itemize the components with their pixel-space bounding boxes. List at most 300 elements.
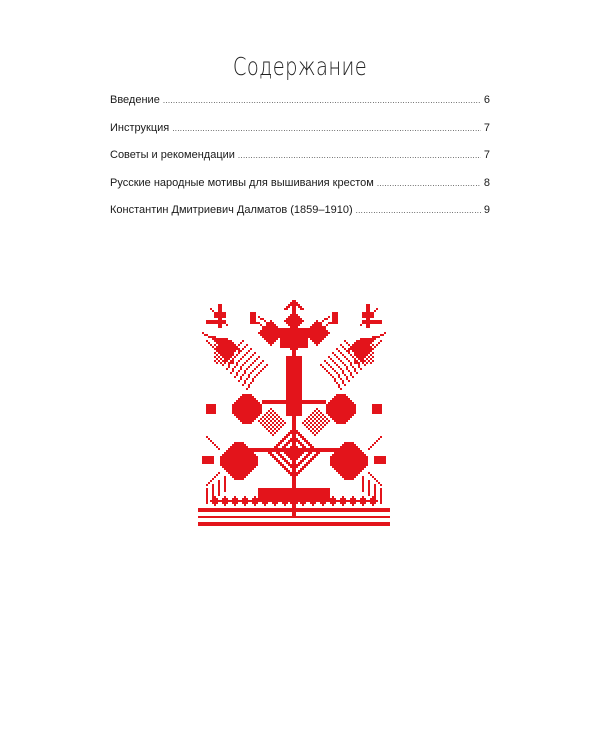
stitch-pixel [312, 456, 314, 458]
stitch-pixel [320, 448, 322, 450]
stitch-pixel [294, 396, 296, 398]
stitch-pixel [236, 476, 238, 478]
stitch-pixel [362, 452, 364, 454]
stitch-pixel [314, 402, 316, 404]
stitch-pixel [292, 490, 294, 492]
stitch-pixel [218, 500, 220, 502]
toc-entry-instructions[interactable] [110, 122, 490, 140]
stitch-pixel [362, 498, 364, 500]
stitch-pixel [374, 310, 376, 312]
stitch-pixel [294, 434, 296, 436]
stitch-pixel [244, 416, 246, 418]
stitch-pixel [370, 524, 372, 526]
stitch-pixel [202, 456, 204, 458]
stitch-pixel [318, 326, 320, 328]
stitch-pixel [294, 376, 296, 378]
stitch-pixel [304, 446, 306, 448]
stitch-pixel [242, 404, 244, 406]
stitch-pixel [254, 406, 256, 408]
stitch-pixel [266, 340, 268, 342]
stitch-pixel [232, 370, 234, 372]
stitch-pixel [232, 500, 234, 502]
stitch-pixel [294, 450, 296, 452]
stitch-pixel [220, 342, 222, 344]
stitch-pixel [296, 474, 298, 476]
stitch-pixel [326, 510, 328, 512]
stitch-pixel [360, 340, 362, 342]
stitch-pixel [290, 414, 292, 416]
stitch-pixel [252, 500, 254, 502]
stitch-pixel [228, 348, 230, 350]
stitch-pixel [288, 496, 290, 498]
stitch-pixel [236, 404, 238, 406]
stitch-pixel [222, 460, 224, 462]
stitch-pixel [294, 388, 296, 390]
stitch-pixel [296, 366, 298, 368]
stitch-pixel [316, 334, 318, 336]
stitch-pixel [230, 462, 232, 464]
stitch-pixel [362, 488, 364, 490]
stitch-pixel [242, 364, 244, 366]
toc-entry-dalmatov[interactable] [110, 204, 490, 222]
stitch-pixel [320, 334, 322, 336]
stitch-pixel [300, 470, 302, 472]
stitch-pixel [370, 502, 372, 504]
stitch-pixel [328, 500, 330, 502]
stitch-pixel [248, 418, 250, 420]
stitch-pixel [240, 508, 242, 510]
stitch-pixel [290, 516, 292, 518]
stitch-pixel [298, 322, 300, 324]
stitch-pixel [344, 524, 346, 526]
stitch-pixel [288, 432, 290, 434]
stitch-pixel [264, 426, 266, 428]
stitch-pixel [298, 340, 300, 342]
stitch-pixel [286, 344, 288, 346]
stitch-pixel [244, 458, 246, 460]
stitch-pixel [288, 366, 290, 368]
stitch-pixel [232, 522, 234, 524]
stitch-pixel [290, 378, 292, 380]
stitch-pixel [350, 476, 352, 478]
stitch-pixel [234, 524, 236, 526]
stitch-pixel [262, 496, 264, 498]
stitch-pixel [280, 426, 282, 428]
stitch-pixel [262, 494, 264, 496]
stitch-pixel [348, 450, 350, 452]
stitch-pixel [284, 320, 286, 322]
stitch-pixel [342, 498, 344, 500]
stitch-pixel [372, 406, 374, 408]
stitch-pixel [284, 444, 286, 446]
stitch-pixel [324, 420, 326, 422]
stitch-pixel [296, 382, 298, 384]
toc-entry-introduction[interactable] [110, 94, 490, 112]
stitch-pixel [324, 492, 326, 494]
stitch-pixel [334, 370, 336, 372]
stitch-pixel [364, 320, 366, 322]
stitch-pixel [284, 492, 286, 494]
stitch-pixel [292, 486, 294, 488]
stitch-pixel [348, 402, 350, 404]
toc-leader-dots [172, 124, 481, 133]
stitch-pixel [224, 462, 226, 464]
stitch-pixel [272, 402, 274, 404]
stitch-pixel [380, 500, 382, 502]
stitch-pixel [350, 404, 352, 406]
stitch-pixel [358, 468, 360, 470]
stitch-pixel [286, 408, 288, 410]
stitch-pixel [298, 366, 300, 368]
stitch-pixel [342, 500, 344, 502]
stitch-pixel [314, 400, 316, 402]
stitch-pixel [282, 342, 284, 344]
stitch-pixel [312, 338, 314, 340]
stitch-pixel [356, 356, 358, 358]
stitch-pixel [326, 410, 328, 412]
stitch-pixel [222, 510, 224, 512]
stitch-pixel [238, 478, 240, 480]
stitch-pixel [206, 524, 208, 526]
stitch-pixel [222, 516, 224, 518]
stitch-pixel [220, 524, 222, 526]
stitch-pixel [336, 398, 338, 400]
stitch-pixel [232, 472, 234, 474]
stitch-pixel [280, 344, 282, 346]
stitch-pixel [338, 412, 340, 414]
stitch-pixel [280, 522, 282, 524]
stitch-pixel [224, 468, 226, 470]
stitch-pixel [376, 500, 378, 502]
stitch-pixel [332, 316, 334, 318]
stitch-pixel [286, 380, 288, 382]
stitch-pixel [280, 462, 282, 464]
stitch-pixel [242, 472, 244, 474]
toc-entry-folk-motifs[interactable] [110, 177, 490, 195]
stitch-pixel [332, 498, 334, 500]
stitch-pixel [230, 474, 232, 476]
stitch-pixel [226, 344, 228, 346]
stitch-pixel [276, 524, 278, 526]
stitch-pixel [282, 458, 284, 460]
stitch-pixel [360, 324, 362, 326]
stitch-pixel [242, 466, 244, 468]
stitch-pixel [250, 400, 252, 402]
stitch-pixel [290, 338, 292, 340]
stitch-pixel [280, 418, 282, 420]
stitch-pixel [334, 498, 336, 500]
stitch-pixel [198, 510, 200, 512]
stitch-pixel [344, 460, 346, 462]
stitch-pixel [290, 366, 292, 368]
stitch-pixel [286, 390, 288, 392]
stitch-pixel [250, 418, 252, 420]
stitch-pixel [272, 338, 274, 340]
stitch-pixel [318, 410, 320, 412]
stitch-pixel [274, 402, 276, 404]
stitch-pixel [294, 466, 296, 468]
stitch-pixel [292, 360, 294, 362]
stitch-pixel [302, 452, 304, 454]
stitch-pixel [292, 418, 294, 420]
stitch-pixel [304, 338, 306, 340]
stitch-pixel [284, 450, 286, 452]
stitch-pixel [254, 524, 256, 526]
stitch-pixel [244, 466, 246, 468]
stitch-pixel [294, 488, 296, 490]
stitch-pixel [268, 340, 270, 342]
stitch-pixel [236, 474, 238, 476]
stitch-pixel [312, 326, 314, 328]
stitch-pixel [288, 410, 290, 412]
stitch-pixel [328, 332, 330, 334]
stitch-pixel [332, 412, 334, 414]
stitch-pixel [356, 466, 358, 468]
stitch-pixel [280, 346, 282, 348]
stitch-pixel [292, 510, 294, 512]
stitch-pixel [244, 448, 246, 450]
stitch-pixel [252, 408, 254, 410]
stitch-pixel [346, 458, 348, 460]
stitch-pixel [318, 448, 320, 450]
stitch-pixel [290, 406, 292, 408]
stitch-pixel [372, 322, 374, 324]
stitch-pixel [298, 488, 300, 490]
stitch-pixel [242, 508, 244, 510]
stitch-pixel [334, 314, 336, 316]
stitch-pixel [280, 488, 282, 490]
stitch-pixel [276, 444, 278, 446]
stitch-pixel [338, 464, 340, 466]
stitch-pixel [376, 408, 378, 410]
toc-entry-tips[interactable] [110, 149, 490, 167]
stitch-pixel [214, 352, 216, 354]
stitch-pixel [358, 340, 360, 342]
stitch-pixel [266, 500, 268, 502]
stitch-pixel [330, 374, 332, 376]
stitch-pixel [288, 324, 290, 326]
stitch-pixel [302, 336, 304, 338]
stitch-pixel [284, 436, 286, 438]
stitch-pixel [232, 362, 234, 364]
stitch-pixel [292, 478, 294, 480]
stitch-pixel [368, 480, 370, 482]
stitch-pixel [210, 462, 212, 464]
stitch-pixel [212, 490, 214, 492]
stitch-pixel [280, 454, 282, 456]
stitch-pixel [286, 358, 288, 360]
stitch-pixel [300, 392, 302, 394]
stitch-pixel [324, 318, 326, 320]
stitch-pixel [294, 464, 296, 466]
stitch-pixel [374, 496, 376, 498]
stitch-pixel [346, 478, 348, 480]
stitch-pixel [300, 406, 302, 408]
stitch-pixel [304, 524, 306, 526]
stitch-pixel [228, 458, 230, 460]
stitch-pixel [292, 398, 294, 400]
stitch-pixel [376, 320, 378, 322]
stitch-pixel [236, 400, 238, 402]
stitch-pixel [256, 366, 258, 368]
stitch-pixel [366, 310, 368, 312]
stitch-pixel [246, 404, 248, 406]
stitch-pixel [258, 500, 260, 502]
stitch-pixel [354, 348, 356, 350]
stitch-pixel [292, 318, 294, 320]
stitch-pixel [362, 504, 364, 506]
stitch-pixel [350, 498, 352, 500]
stitch-pixel [260, 450, 262, 452]
stitch-pixel [218, 324, 220, 326]
stitch-pixel [258, 406, 260, 408]
stitch-pixel [320, 402, 322, 404]
stitch-pixel [346, 342, 348, 344]
stitch-pixel [274, 498, 276, 500]
stitch-pixel [278, 334, 280, 336]
stitch-pixel [206, 496, 208, 498]
stitch-pixel [310, 522, 312, 524]
stitch-pixel [288, 456, 290, 458]
stitch-pixel [260, 494, 262, 496]
stitch-pixel [292, 322, 294, 324]
stitch-pixel [262, 492, 264, 494]
stitch-pixel [356, 446, 358, 448]
stitch-pixel [272, 492, 274, 494]
stitch-pixel [304, 448, 306, 450]
stitch-pixel [316, 342, 318, 344]
stitch-pixel [310, 338, 312, 340]
stitch-pixel [356, 448, 358, 450]
stitch-pixel [290, 464, 292, 466]
stitch-pixel [228, 472, 230, 474]
stitch-pixel [272, 324, 274, 326]
stitch-pixel [250, 510, 252, 512]
stitch-pixel [286, 404, 288, 406]
stitch-pixel [274, 492, 276, 494]
stitch-pixel [306, 340, 308, 342]
stitch-pixel [314, 332, 316, 334]
stitch-pixel [364, 342, 366, 344]
stitch-pixel [348, 352, 350, 354]
stitch-pixel [252, 416, 254, 418]
stitch-pixel [214, 504, 216, 506]
stitch-pixel [228, 362, 230, 364]
stitch-pixel [380, 522, 382, 524]
stitch-pixel [378, 482, 380, 484]
stitch-pixel [220, 354, 222, 356]
stitch-pixel [294, 430, 296, 432]
stitch-pixel [374, 510, 376, 512]
stitch-pixel [210, 524, 212, 526]
stitch-pixel [318, 324, 320, 326]
stitch-pixel [238, 460, 240, 462]
stitch-pixel [328, 364, 330, 366]
stitch-pixel [308, 494, 310, 496]
stitch-pixel [358, 354, 360, 356]
stitch-pixel [300, 398, 302, 400]
stitch-pixel [314, 338, 316, 340]
stitch-pixel [290, 340, 292, 342]
stitch-pixel [300, 358, 302, 360]
stitch-pixel [322, 522, 324, 524]
stitch-pixel [252, 448, 254, 450]
toc-leader-dots [356, 206, 481, 215]
stitch-pixel [296, 492, 298, 494]
stitch-pixel [248, 384, 250, 386]
stitch-pixel [316, 452, 318, 454]
stitch-pixel [252, 402, 254, 404]
stitch-pixel [228, 340, 230, 342]
stitch-pixel [262, 510, 264, 512]
stitch-pixel [306, 422, 308, 424]
stitch-pixel [326, 508, 328, 510]
stitch-pixel [298, 390, 300, 392]
stitch-pixel [292, 460, 294, 462]
stitch-pixel [240, 410, 242, 412]
stitch-pixel [286, 338, 288, 340]
stitch-pixel [336, 458, 338, 460]
stitch-pixel [346, 442, 348, 444]
stitch-pixel [244, 502, 246, 504]
stitch-pixel [270, 500, 272, 502]
stitch-pixel [338, 400, 340, 402]
stitch-pixel [220, 516, 222, 518]
stitch-pixel [356, 340, 358, 342]
stitch-pixel [240, 398, 242, 400]
stitch-pixel [344, 456, 346, 458]
stitch-pixel [206, 498, 208, 500]
stitch-pixel [218, 494, 220, 496]
stitch-pixel [356, 452, 358, 454]
stitch-pixel [306, 454, 308, 456]
stitch-pixel [358, 344, 360, 346]
stitch-pixel [258, 412, 260, 414]
stitch-pixel [264, 326, 266, 328]
stitch-pixel [382, 516, 384, 518]
stitch-pixel [330, 458, 332, 460]
stitch-pixel [250, 516, 252, 518]
stitch-pixel [236, 498, 238, 500]
stitch-pixel [344, 468, 346, 470]
stitch-pixel [368, 482, 370, 484]
stitch-pixel [308, 508, 310, 510]
stitch-pixel [272, 400, 274, 402]
stitch-pixel [300, 408, 302, 410]
stitch-pixel [324, 402, 326, 404]
stitch-pixel [244, 522, 246, 524]
stitch-pixel [278, 508, 280, 510]
stitch-pixel [324, 524, 326, 526]
stitch-pixel [354, 516, 356, 518]
stitch-pixel [342, 420, 344, 422]
stitch-pixel [318, 488, 320, 490]
stitch-pixel [322, 492, 324, 494]
stitch-pixel [382, 334, 384, 336]
stitch-pixel [302, 342, 304, 344]
stitch-pixel [222, 508, 224, 510]
stitch-pixel [258, 410, 260, 412]
stitch-pixel [296, 322, 298, 324]
stitch-pixel [362, 462, 364, 464]
stitch-pixel [290, 334, 292, 336]
stitch-pixel [304, 334, 306, 336]
stitch-pixel [286, 524, 288, 526]
stitch-pixel [214, 348, 216, 350]
stitch-pixel [340, 368, 342, 370]
stitch-pixel [338, 524, 340, 526]
stitch-pixel [344, 466, 346, 468]
